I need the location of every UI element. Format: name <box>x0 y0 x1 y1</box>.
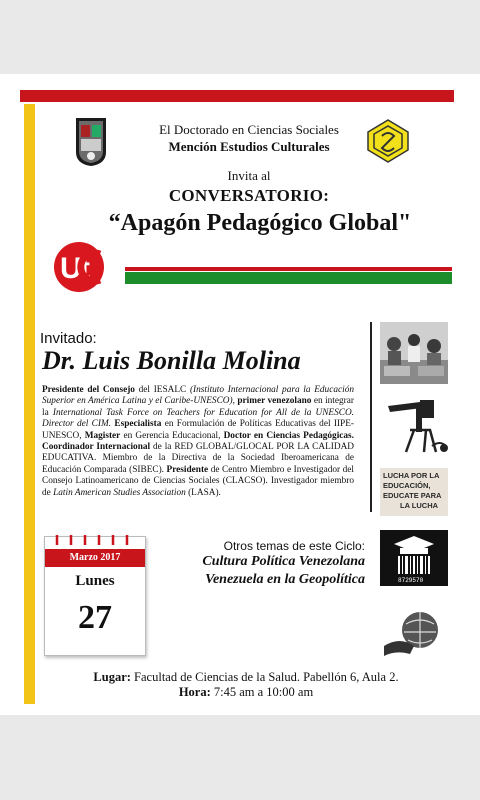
bio-text: en Formulación de Políticas Educativas del IIPE-UNESCO, <box>42 419 355 441</box>
guest-bio <box>42 385 354 499</box>
bio-italic: (Instituto Internacional para la Educación Superior en América Latina y el Caribe-UNESCO) <box>42 385 354 407</box>
green-divider <box>125 272 452 284</box>
thin-red-divider <box>125 267 452 271</box>
top-red-stripe <box>20 90 454 102</box>
bio-bold: Especialista <box>114 419 162 430</box>
time-value: 7:45 am a 10:00 am <box>210 685 314 699</box>
top-margin <box>0 0 480 74</box>
bio-bold: Doctor en Ciencias Pedagógicas. Coordinador Internacional <box>42 430 355 453</box>
graduate-barcode-icon <box>380 530 448 586</box>
bio-text: de la RED GLOBAL/GLOCAL POR LA CALIDAD EDUCATIVA. Miembro de la Directiva de la Sociedad Iberoamericana de Educación Comparada (SIBEC). <box>42 442 354 475</box>
other-topic-item: Cultura Política Venezolana <box>202 554 365 569</box>
bio-text: en Gerencia Educacional, <box>120 430 224 441</box>
bio-bold: Magister <box>84 430 121 441</box>
bio-text: en integrar la <box>42 396 354 418</box>
bio-bold: Presidente del Consejo <box>42 385 135 395</box>
event-title: “Apagón Pedagógico Global" <box>108 210 412 236</box>
bio-italic: Latin American Studies Association <box>53 487 186 498</box>
bio-text: del IESALC <box>134 385 190 395</box>
event-poster <box>0 74 480 715</box>
bio-text: de Centro Miembro e Investigador del Consejo Latinoamericano de Ciencias Sociales (CLACSO). Investigador miembro de <box>42 464 354 498</box>
classroom-photo <box>380 322 448 384</box>
utc-logo-icon <box>52 240 120 294</box>
calendar-day-number: 27 <box>78 599 112 636</box>
other-topics-label: Otros temas de este Ciclo: <box>223 539 365 553</box>
svg-text:t: t <box>80 252 90 285</box>
guest-name: Dr. Luis Bonilla Molina <box>42 346 301 375</box>
calendar-month: Marzo 2017 <box>45 549 145 567</box>
location-value: Facultad de Ciencias de la Salud. Pabellón 6, Aula 2. <box>130 670 399 684</box>
bio-text: , <box>232 396 238 407</box>
other-topic-item: Venezuela en la Geopolítica <box>205 572 365 587</box>
program-mention: Mención Estudios Culturales <box>168 139 330 154</box>
event-date-calendar <box>44 536 146 656</box>
globe-hands-icon <box>380 606 448 660</box>
svg-text:U: U <box>60 252 82 285</box>
event-time <box>40 685 452 700</box>
svg-text:EDUCACIÓN,: EDUCACIÓN, <box>383 481 431 490</box>
calendar-rings-icon <box>51 531 141 547</box>
calendar-day-name: Lunes <box>75 573 115 589</box>
bio-bold: Presidente <box>166 464 209 475</box>
university-seal-icon <box>74 116 108 168</box>
barcode-number: 8729570 <box>398 577 424 584</box>
bottom-margin <box>0 715 480 800</box>
svg-text:LA LUCHA: LA LUCHA <box>400 501 439 510</box>
event-type: CONVERSATORIO: <box>168 186 330 205</box>
invite-line: Invita al <box>227 168 271 183</box>
protest-sign-photo <box>380 468 448 516</box>
left-yellow-stripe <box>24 104 35 704</box>
bio-text: (LASA). <box>185 487 221 498</box>
location-label: Lugar: <box>93 670 131 684</box>
school-desk-chain-icon <box>380 396 448 458</box>
time-label: Hora: <box>178 685 211 699</box>
bio-italic: International Task Force on Teachers for Education for All de la UNESCO. Director del CIM. <box>42 407 354 430</box>
program-name: El Doctorado en Ciencias Sociales <box>159 122 339 137</box>
svg-text:LUCHA POR LA: LUCHA POR LA <box>383 471 440 480</box>
event-location <box>40 670 452 685</box>
bio-bold: primer venezolano <box>237 396 312 407</box>
vertical-divider <box>370 322 372 512</box>
guest-label: Invitado: <box>40 330 97 347</box>
svg-text:EDUCATE PARA: EDUCATE PARA <box>383 491 442 500</box>
